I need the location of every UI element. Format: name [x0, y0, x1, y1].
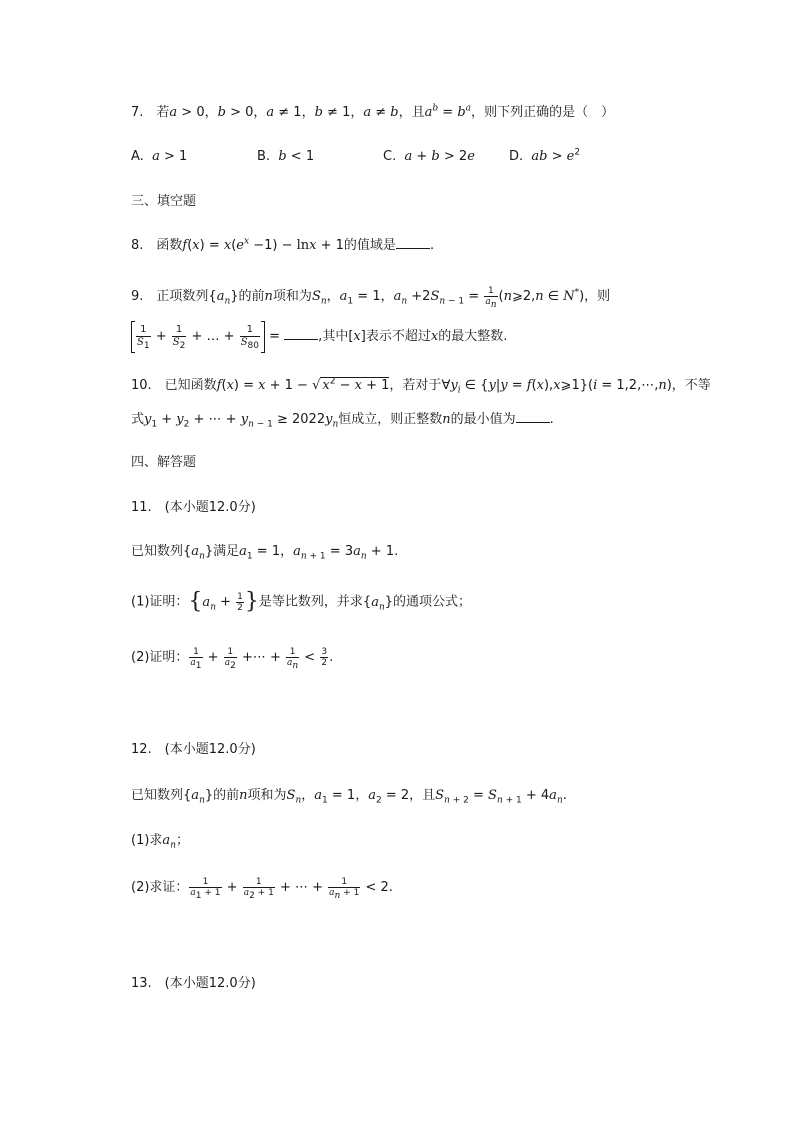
- answer-blank: [284, 327, 318, 340]
- option-a: A. a > 1: [131, 149, 188, 164]
- section-fill-in-title: 三、填空题: [131, 194, 197, 209]
- question-12-part-2: (2)求证： $\frac{1}{a_1 + 1}$ + $\frac{1}{a_2 + 1}$ + ⋯ + $\frac{1}{a_n + 1}$ < 2.: [131, 877, 393, 901]
- question-7-stem: 7. 若a > 0，b > 0，a ≠ 1，b ≠ 1，a ≠ b，且$a^b = b^a$，则下列正确的是（ ）: [131, 103, 615, 120]
- question-10-stem: 10. 已知函数f(x) = x + 1 − √ $x^2 - x + 1$，若对于$\forall y_i$ ∈ {y|y = f(x),x⩾1}(i = 1,2,⋯,n)，不等: [131, 376, 711, 396]
- option-b: B. b < 1: [257, 149, 315, 164]
- question-9-sum: $\frac{1}{S_1}$ + $\frac{1}{S_2}$ + … + $\frac{1}{S_{80}}$ = ,其中[x]表示不超过x的最大整数.: [131, 320, 507, 354]
- option-d: D. ab > $e^2$: [509, 147, 581, 164]
- question-13-header: 13. (本小题12.0分): [131, 976, 256, 991]
- option-c: C. a + b > 2e: [383, 149, 475, 164]
- question-10-ineq: 式$y_1 + y_2$ + ⋯ + $y_{n - 1} \ge 2022y_n$恒成立，则正整数n的最小值为 .: [131, 412, 554, 430]
- question-7-options: [131, 148, 580, 166]
- question-12-stem: 已知数列$\{a_n\}$的前n项和为$S_n$，$a_1 = 1$，$a_2 = 2$，且$S_{n + 2} = S_{n + 1} + 4a_n$.: [131, 788, 567, 806]
- question-8: 8. 函数$f(x) = x(e^x -1) - \ln x + 1$的值域是 .: [131, 236, 435, 253]
- question-12-header: 12. (本小题12.0分): [131, 742, 256, 757]
- question-11-part-2: (2)证明： $\frac{1}{a_1}$ + $\frac{1}{a_2}$ +⋯ + $\frac{1}{a_n}$ < $\frac{3}{2}$ .: [131, 647, 334, 671]
- question-12-part-1: (1)求$a_n$；: [131, 833, 189, 851]
- question-11-part-1: (1)证明：{$a_n$ + $\frac{1}{2}$ }是等比数列，并求$\{a_n\}$的通项公式；: [131, 589, 472, 614]
- answer-blank: [396, 236, 430, 249]
- question-11-header: 11. (本小题12.0分): [131, 500, 256, 515]
- question-9-stem: 9. 正项数列$\{a_n\}$的前n项和为$S_n$，$a_1 = 1$，$a_n +2S_{n - 1}$ = $\frac{1}{a_n}$ (n⩾2,n ∈ N*)，则: [131, 286, 611, 310]
- section-solve-title: 四、解答题: [131, 455, 197, 470]
- question-11-stem: 已知数列$\{a_n\}$满足$a_1 = 1$，$a_{n + 1} = 3a_n + 1$.: [131, 544, 399, 562]
- answer-blank: [516, 410, 550, 423]
